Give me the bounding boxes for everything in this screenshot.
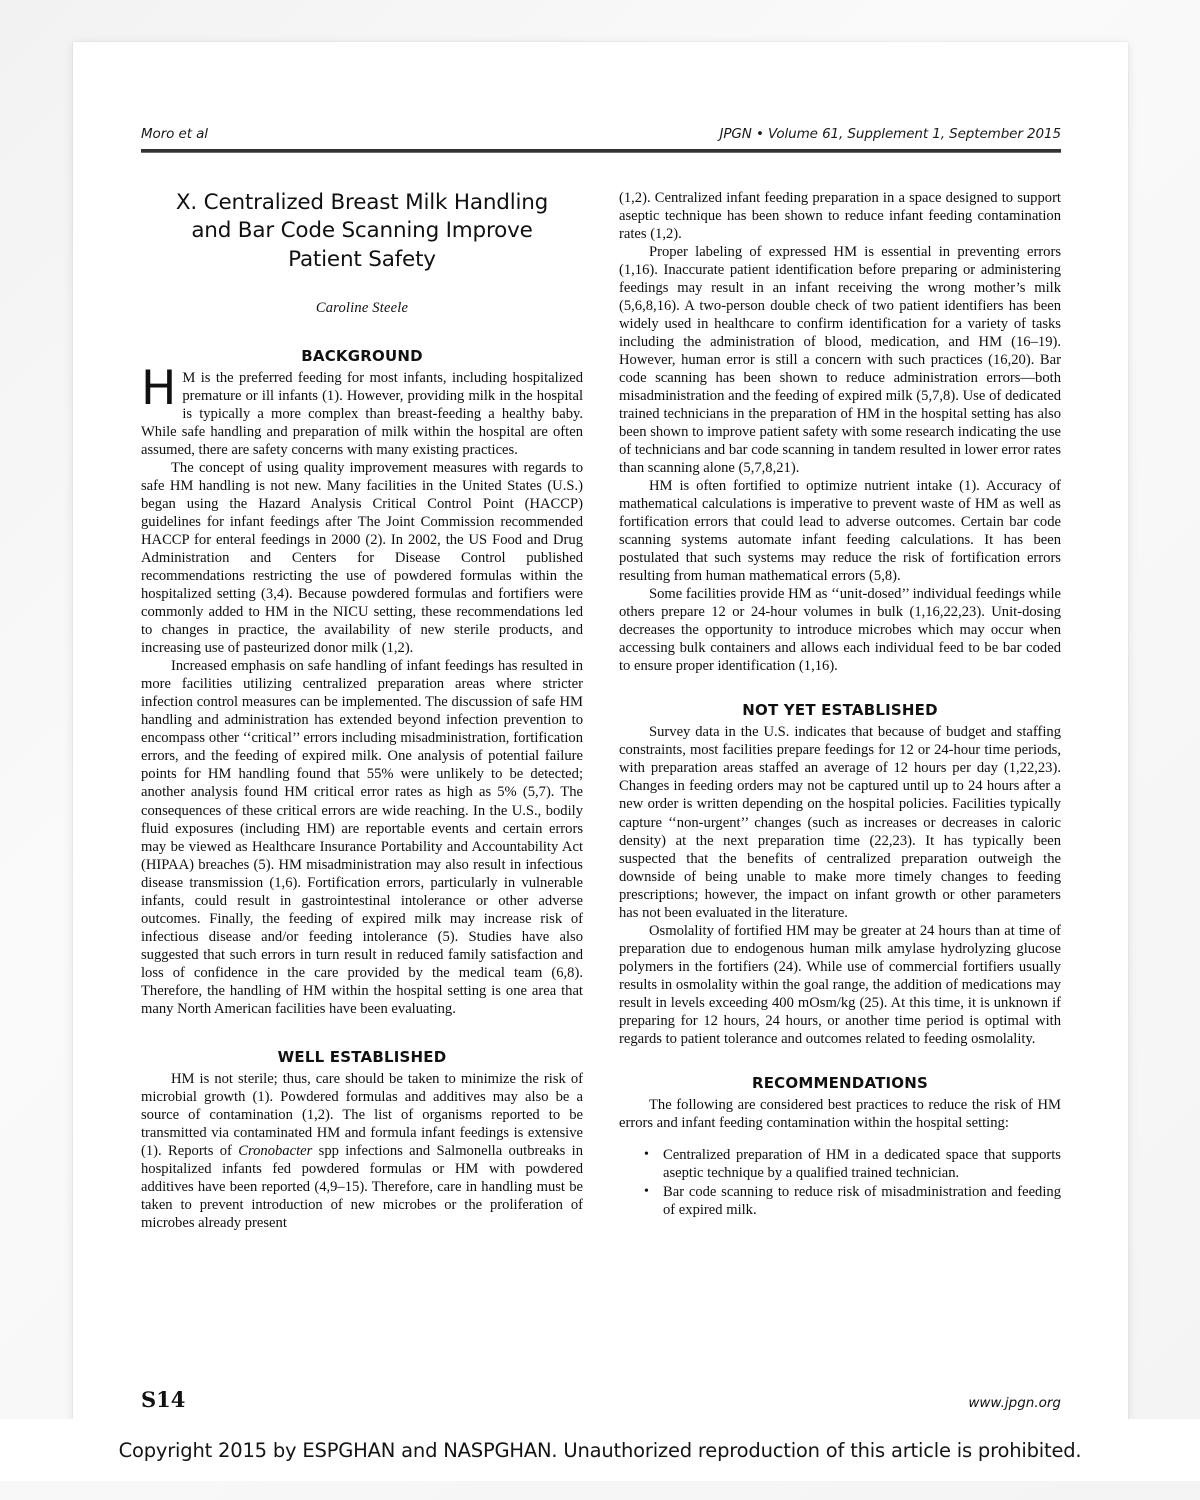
copyright-text: Copyright 2015 by ESPGHAN and NASPGHAN. Unauthorized reproduction of this article is prohibited. bbox=[118, 1438, 1082, 1462]
heading-background: BACKGROUND bbox=[301, 347, 423, 366]
document-page bbox=[73, 42, 1128, 1466]
we-text-b: spp infections and Salmonella outbreaks in hospitalized infants fed powdered formulas or HM with powdered additives have been reported (4,9–15). Therefore, care in handling must be taken to prevent introduction of new microbes or the proliferation of microbes already present bbox=[141, 1142, 583, 1231]
paragraph-right-1: (1,2). Centralized infant feeding preparation in a space designed to support aseptic technique has been shown to reduce infant feeding contamination rates (1,2). bbox=[619, 190, 1061, 243]
paragraph-right-4: Some facilities provide HM as ‘‘unit-dosed’’ individual feedings while others prepare 12 or 24-hour volumes in bulk (1,16,22,23). Unit-dosing decreases the opportunity to introduce microbes which may occur when accessing bulk containers and allows each individual feed to be bar coded to ensure proper identification (1,16). bbox=[619, 586, 1061, 675]
paragraph-well-established-1 bbox=[141, 1070, 583, 1232]
paragraph-not-yet-2: Osmolality of fortified HM may be greater at 24 hours than at time of preparation due to endogenous human milk amylase hydrolyzing glucose polymers in the fortifiers (24). While use of commercial fortifiers usually results in osmolality within the goal range, the addition of medications may result in levels exceeding 400 mOsm/kg (25). At this time, it is unknown if preparing for 12 hours, 24 hours, or another time period is optimal with regards to patient tolerance and outcomes related to feeding osmolality. bbox=[619, 922, 1061, 1047]
list-item-text: Bar code scanning to reduce risk of misadministration and feeding of expired milk. bbox=[663, 1183, 1061, 1218]
column-right bbox=[619, 189, 1061, 1369]
paragraph-right-3: HM is often fortified to optimize nutrient intake (1). Accuracy of mathematical calculations is imperative to prevent waste of HM as well as fortification errors that could lead to adverse outcomes. Certain bar code scanning systems automate infant feeding calculations. It has been postulated that such systems may reduce the risk of fortification errors resulting from human mathematical errors (5,8). bbox=[619, 478, 1061, 585]
heading-recommendations: RECOMMENDATIONS bbox=[751, 1073, 929, 1092]
paragraph-right-2: Proper labeling of expressed HM is essential in preventing errors (1,16). Inaccurate patient identification before preparing or administering feedings may result in an infant receiving the wrong mother’s milk (5,6,8,16). A two-person double check of two patient identifiers has been widely used in healthcare to confirm identification for a variety of tasks including the administration of blood, medication, and HM (16–19). However, human error is still a concern with such practices (16,20). Bar code scanning has been shown to reduce administration errors—both misadministration and the feeding of expired milk (5,7,8). Use of dedicated trained technicians in the preparation of HM in the hospital setting has also been shown to improve patient safety with some research indicating the use of technicians and bar code scanning in tandem resulted in lower error rates than scanning alone (5,7,8,21). bbox=[619, 244, 1061, 477]
article-body bbox=[141, 189, 1061, 1369]
copyright-banner bbox=[0, 1419, 1200, 1481]
paragraph-recommendations-intro: The following are considered best practices to reduce the risk of HM errors and infant feeding contamination within the hospital setting: bbox=[619, 1096, 1061, 1131]
list-item bbox=[644, 1183, 1061, 1219]
journal-url: www.jpgn.org bbox=[968, 1395, 1061, 1411]
running-head-right: JPGN • Volume 61, Supplement 1, September 2015 bbox=[719, 126, 1061, 142]
organism-name-cronobacter: Cronobacter bbox=[238, 1142, 313, 1159]
column-left bbox=[141, 189, 583, 1369]
article-title: X. Centralized Breast Milk Handling and Bar Code Scanning Improve Patient Safety bbox=[175, 190, 549, 272]
list-item-text: Centralized preparation of HM in a dedicated space that supports aseptic technique by a qualified trained technician. bbox=[663, 1146, 1061, 1181]
page-footer bbox=[141, 1387, 1061, 1412]
paragraph-background-1-text: M is the preferred feeding for most infants, including hospitalized premature or ill infants (1). However, providing milk in the hospital is typically a more complex than breast-feeding a healthy baby. While safe handling and preparation of milk within the hospital are often assumed, there are safety concerns with many existing practices. bbox=[141, 370, 583, 459]
running-head bbox=[141, 126, 1061, 142]
header-rule bbox=[141, 149, 1061, 153]
list-item bbox=[644, 1146, 1061, 1182]
heading-not-yet-established: NOT YET ESTABLISHED bbox=[742, 701, 938, 720]
running-head-left: Moro et al bbox=[141, 126, 208, 142]
page-number: S14 bbox=[141, 1387, 186, 1412]
we-text-a: HM is not sterile; thus, care should be taken to minimize the risk of microbial growth (1). Powdered formulas and additives may also be a source of contamination (1,2). The list of organisms reported to be transmitted via contaminated HM and formula infant feedings is extensive (1). Reports of bbox=[141, 1070, 583, 1159]
bullet-icon: • bbox=[644, 1146, 649, 1162]
recommendations-list bbox=[619, 1146, 1061, 1219]
article-author: Caroline Steele bbox=[315, 300, 409, 317]
paragraph-background-1 bbox=[141, 361, 583, 459]
bullet-icon: • bbox=[644, 1183, 649, 1199]
paragraph-not-yet-1: Survey data in the U.S. indicates that because of budget and staffing constraints, most facilities prepare feedings for 12 or 24-hour time periods, with preparation areas staffed an average of 12 hours per day (1,22,23). Changes in feeding orders may not be captured until up to 24 hours after a new order is written depending on the hospital policies. Facilities typically capture ‘‘non-urgent’’ changes (such as increases or decreases in caloric density) at the next preparation time (22,23). It has typically been suspected that the benefits of centralized preparation outweigh the downside of being unable to make more timely changes to feeding prescriptions; however, the impact on infant growth or other parameters has not been evaluated in the literature. bbox=[619, 724, 1061, 921]
paragraph-background-2: The concept of using quality improvement measures with regards to safe HM handling is not new. Many facilities in the United States (U.S.) began using the Hazard Analysis Critical Control Point (HACCP) guidelines for infant feedings after The Joint Commission recommended HACCP for enteral feedings in 2000 (2). In 2002, the US Food and Drug Administration and Centers for Disease Control published recommendations restricting the use of powdered formulas within the hospitalized setting (3,4). Because powdered formulas and fortifiers were commonly added to HM in the NICU setting, these recommendations led to changes in practice, the availability of new sterile products, and increasing use of pasteurized donor milk (1,2). bbox=[141, 460, 583, 657]
heading-well-established: WELL ESTABLISHED bbox=[277, 1047, 447, 1066]
paragraph-background-3: Increased emphasis on safe handling of infant feedings has resulted in more facilities utilizing centralized preparation areas where stricter infection control measures can be implemented. The discussion of safe HM handling and administration has extended beyond infection prevention to encompass other ‘‘critical’’ errors including misadministration, fortification errors, and the feeding of expired milk. One analysis of potential failure points for HM handling found that 55% were unlikely to be detected; another analysis found HM critical error rates as high as 5% (5,7). The consequences of these critical errors are wide reaching. In the U.S., bodily fluid exposures (including HM) are reportable events and certain errors may be viewed as Healthcare Insurance Portability and Accountability Act (HIPAA) breaches (5). HM misadministration may also result in infectious disease transmission (1,6). Fortification errors, particularly in vulnerable infants, could result in gastrointestinal intolerance or other adverse outcomes. Finally, the feeding of expired milk may increase risk of infectious disease and/or feeding intolerance (5). Studies have also suggested that such errors in turn result in reduced family satisfaction and loss of confidence in the care provided by the medical team (6,8). Therefore, the handling of HM within the hospital setting is one area that many North American facilities have been evaluating. bbox=[141, 658, 583, 1017]
drop-cap: H bbox=[141, 361, 177, 417]
